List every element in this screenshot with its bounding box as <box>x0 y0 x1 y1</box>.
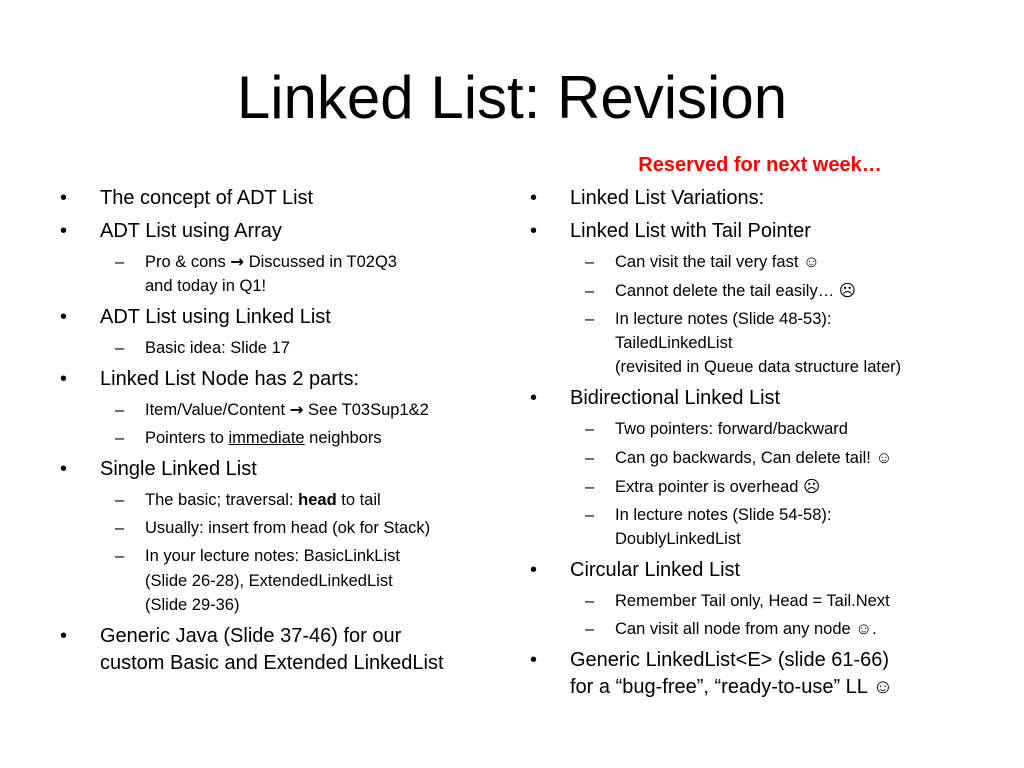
sub-text: Can go backwards, Can delete tail! ☺ <box>615 449 893 467</box>
sub-marker: – <box>585 592 595 610</box>
sub-two-pointers <box>585 417 848 441</box>
sub-text: Extra pointer is overhead ☹ <box>615 478 821 496</box>
bullet-marker: • <box>530 220 538 242</box>
sub-pro-cons <box>115 250 397 274</box>
sub-item-value <box>115 398 429 422</box>
bullet-text: Linked List Variations: <box>570 187 765 209</box>
sub-lecture-notes <box>115 544 400 568</box>
sub-text: Remember Tail only, Head = Tail.Next <box>615 592 890 610</box>
sub-marker: – <box>585 449 595 467</box>
sub-marker: – <box>585 253 595 271</box>
bullet-text: The concept of ADT List <box>100 187 314 209</box>
sub-marker: – <box>115 253 125 271</box>
sub-text: Pro & cons <box>145 253 231 271</box>
sub-pointers <box>115 426 382 450</box>
bullet-marker: • <box>60 306 68 328</box>
bullet-text: Generic LinkedList<E> (slide 61-66) <box>570 649 890 671</box>
sub-marker: – <box>585 506 595 524</box>
sub-marker: – <box>115 429 125 447</box>
sub-text: The basic; traversal: <box>145 491 299 509</box>
bullet-adt-array <box>60 219 282 243</box>
sub-text: See T03Sup1&2 <box>303 401 429 419</box>
sub-pro-cons-line2: and today in Q1! <box>145 277 267 295</box>
bullet-bidirectional <box>530 386 781 410</box>
bullet-generic-linkedlist-line2: for a “bug-free”, “ready-to-use” LL ☺ <box>570 676 894 698</box>
bullet-generic-linkedlist <box>530 648 890 672</box>
bullet-text: ADT List using Linked List <box>100 306 331 328</box>
sub-insert-head <box>115 516 431 540</box>
sub-marker: – <box>585 420 595 438</box>
sub-marker: – <box>585 620 595 638</box>
sub-text: In lecture notes (Slide 54-58): <box>615 506 832 524</box>
bullet-adt-linked <box>60 305 331 329</box>
bullet-adt-concept <box>60 186 314 210</box>
sub-visit-tail <box>585 250 820 274</box>
bullet-text: Linked List with Tail Pointer <box>570 220 811 242</box>
bullet-marker: • <box>60 368 68 390</box>
sub-text: Cannot delete the tail easily… ☹ <box>615 282 856 300</box>
bullet-text: ADT List using Array <box>100 220 282 242</box>
sub-basic-idea <box>115 336 290 360</box>
bullet-marker: • <box>60 187 68 209</box>
sub-text: to tail <box>336 491 381 509</box>
underlined-word: immediate <box>228 429 305 447</box>
sub-marker: – <box>585 310 595 328</box>
sub-text: Basic idea: Slide 17 <box>145 339 290 357</box>
arrow-right-icon: → <box>230 252 245 271</box>
sub-lecture-notes-line3: (Slide 29-36) <box>145 596 240 614</box>
bullet-text: Linked List Node has 2 parts: <box>100 368 360 390</box>
sub-lecture-notes-line2: (Slide 26-28), ExtendedLinkedList <box>145 572 393 590</box>
sub-marker: – <box>115 519 125 537</box>
sub-text: In lecture notes (Slide 48-53): <box>615 310 832 328</box>
sub-delete-tail <box>585 279 856 303</box>
sub-marker: – <box>585 478 595 496</box>
bold-word: head <box>298 491 337 509</box>
sub-go-backwards <box>585 446 893 470</box>
sub-overhead <box>585 475 821 499</box>
bullet-text: Generic Java (Slide 37-46) for our <box>100 625 402 647</box>
bullet-marker: • <box>530 387 538 409</box>
sub-text: In your lecture notes: BasicLinkList <box>145 547 400 565</box>
bullet-marker: • <box>60 458 68 480</box>
slide-title: Linked List: Revision <box>236 64 788 131</box>
sub-marker: – <box>115 339 125 357</box>
sub-text: neighbors <box>304 429 382 447</box>
sub-notes-tailed-line2: TailedLinkedList <box>615 334 733 352</box>
sub-text: Discussed in T02Q3 <box>244 253 397 271</box>
sub-text: Pointers to <box>145 429 229 447</box>
bullet-single-linked <box>60 457 257 481</box>
sub-text: Two pointers: forward/backward <box>615 420 848 438</box>
sub-marker: – <box>585 282 595 300</box>
bullet-variations <box>530 186 765 210</box>
sub-text: Can visit the tail very fast ☺ <box>615 253 820 271</box>
bullet-marker: • <box>60 625 68 647</box>
bullet-generic-java <box>60 624 402 648</box>
bullet-marker: • <box>530 649 538 671</box>
sub-marker: – <box>115 547 125 565</box>
bullet-generic-java-line2: custom Basic and Extended LinkedList <box>100 652 444 674</box>
sub-visit-all <box>585 617 877 641</box>
bullet-marker: • <box>530 559 538 581</box>
arrow-right-icon: → <box>289 400 304 419</box>
bullet-node-parts <box>60 367 360 391</box>
bullet-marker: • <box>530 187 538 209</box>
sub-notes-doubly-line2: DoublyLinkedList <box>615 530 741 548</box>
bullet-text: Bidirectional Linked List <box>570 387 781 409</box>
sub-remember-tail <box>585 589 890 613</box>
sub-traversal <box>115 488 381 512</box>
reserved-note: Reserved for next week… <box>638 154 882 176</box>
sub-notes-tailed-line3: (revisited in Queue data structure later) <box>615 358 902 376</box>
bullet-text: Circular Linked List <box>570 559 741 581</box>
sub-notes-doubly <box>585 503 832 527</box>
sub-text: Item/Value/Content <box>145 401 290 419</box>
bullet-tail-pointer <box>530 219 811 243</box>
bullet-circular <box>530 558 741 582</box>
sub-text: Usually: insert from head (ok for Stack) <box>145 519 431 537</box>
sub-marker: – <box>115 401 125 419</box>
bullet-marker: • <box>60 220 68 242</box>
sub-marker: – <box>115 491 125 509</box>
sub-notes-tailed <box>585 307 832 331</box>
sub-text: Can visit all node from any node ☺. <box>615 620 877 638</box>
bullet-text: Single Linked List <box>100 458 257 480</box>
